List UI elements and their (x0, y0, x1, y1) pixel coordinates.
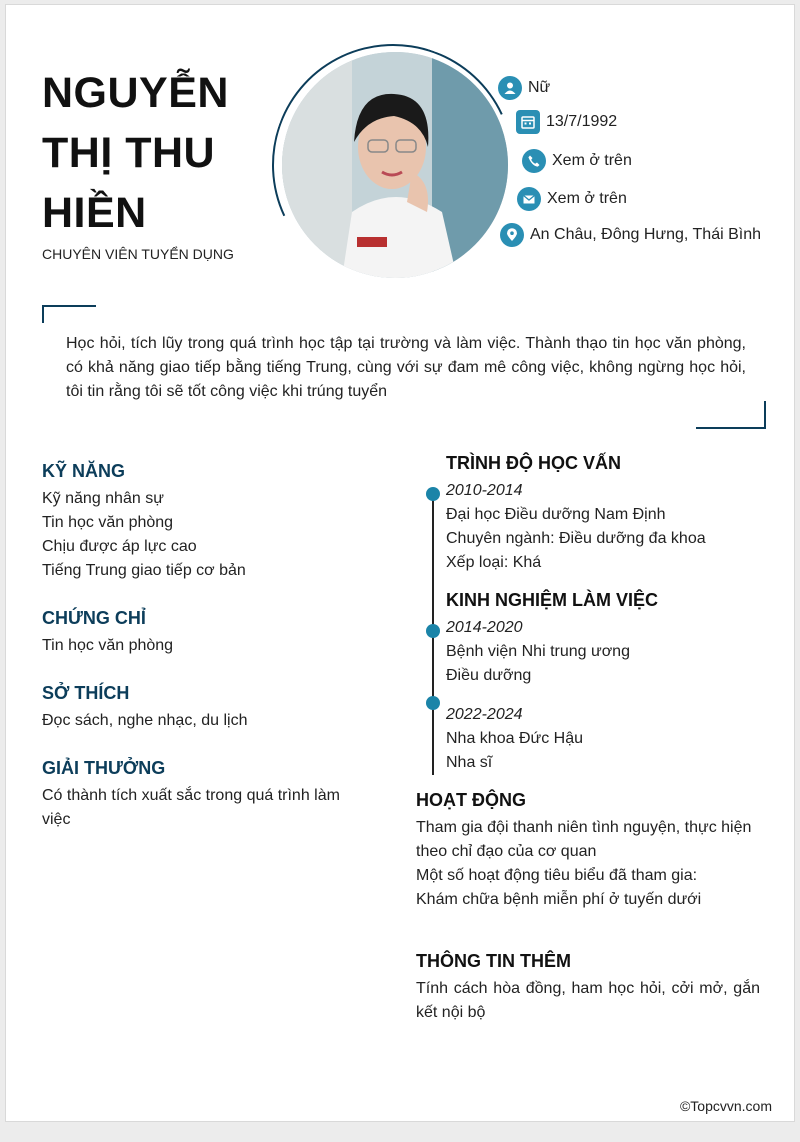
skill-item: Tiếng Trung giao tiếp cơ bản (42, 562, 246, 579)
timeline-dot (426, 696, 440, 710)
phone-icon (522, 149, 546, 173)
hobby-item: Đọc sách, nghe nhạc, du lịch (42, 712, 248, 729)
experience-title: KINH NGHIỆM LÀM VIỆC (446, 590, 659, 610)
gender-text: Nữ (528, 79, 551, 96)
experience-line: Điều dưỡng (446, 667, 532, 684)
activity-line: Một số hoạt động tiêu biểu đã tham gia: (416, 867, 698, 884)
person-icon (498, 76, 522, 100)
location-icon (500, 223, 524, 247)
footer-watermark: ©Topcvvn.com (679, 1098, 772, 1114)
phone-text: Xem ở trên (552, 152, 632, 169)
contact-email (517, 187, 627, 211)
experience-period: 2022-2024 (446, 706, 523, 723)
candidate-name (42, 63, 282, 243)
timeline-dot (426, 624, 440, 638)
experience-line: Nha sĩ (446, 754, 493, 771)
education-line: Xếp loại: Khá (446, 554, 542, 571)
name-line: THỊ THU (42, 129, 216, 177)
birthday-text: 13/7/1992 (546, 113, 618, 130)
skill-item: Chịu được áp lực cao (42, 538, 197, 555)
job-title: CHUYÊN VIÊN TUYỂN DỤNG (42, 246, 234, 262)
certificates-title: CHỨNG CHỈ (42, 608, 146, 628)
summary-bracket-bottom (696, 401, 766, 429)
contact-address (500, 223, 761, 247)
education-line: Chuyên ngành: Điều dưỡng đa khoa (446, 530, 706, 547)
summary-bracket-top (42, 305, 96, 323)
hobbies-title: SỞ THÍCH (42, 683, 130, 703)
skills-title: KỸ NĂNG (42, 461, 126, 481)
education-title: TRÌNH ĐỘ HỌC VẤN (446, 453, 621, 473)
cv-page (5, 4, 795, 1122)
experience-period: 2014-2020 (446, 619, 523, 636)
awards-title: GIẢI THƯỞNG (42, 758, 166, 778)
timeline-dot (426, 487, 440, 501)
extra-info-text: Tính cách hòa đồng, ham học hỏi, cởi mở, gắn kết nội bộ (416, 980, 760, 1021)
education-period: 2010-2014 (446, 482, 523, 499)
certificate-item: Tin học văn phòng (42, 637, 174, 654)
skill-item: Tin học văn phòng (42, 514, 174, 531)
awards-text: Có thành tích xuất sắc trong quá trình làm việc (42, 787, 340, 828)
skill-item: Kỹ năng nhân sự (42, 490, 164, 507)
email-text: Xem ở trên (547, 190, 627, 207)
contact-gender (498, 76, 550, 100)
experience-line: Nha khoa Đức Hậu (446, 730, 583, 747)
calendar-icon (516, 110, 540, 134)
activities-title: HOẠT ĐỘNG (416, 790, 526, 810)
activity-line: Tham gia đội thanh niên tình nguyện, thực hiện theo chỉ đạo của cơ quan (416, 819, 752, 860)
address-text: An Châu, Đông Hưng, Thái Bình (530, 226, 761, 243)
name-line: HIỀN (42, 189, 147, 237)
email-icon (517, 187, 541, 211)
career-summary: Học hỏi, tích lũy trong quá trình học tập tại trường và làm việc. Thành thạo tin học văn phòng, có khả năng giao tiếp bằng tiếng Trung, cùng với sự đam mê công việc, không ngừng học hỏi, tôi tin rằng tôi sẽ tốt công việc khi trúng tuyển (66, 335, 746, 400)
contact-birthday (516, 110, 617, 134)
education-line: Đại học Điều dưỡng Nam Định (446, 506, 666, 523)
experience-line: Bệnh viện Nhi trung ương (446, 643, 630, 660)
extra-info-title: THÔNG TIN THÊM (416, 951, 571, 971)
activity-line: Khám chữa bệnh miễn phí ở tuyến dưới (416, 891, 702, 908)
profile-photo (282, 52, 508, 278)
contact-phone (522, 149, 632, 173)
name-line: NGUYỄN (42, 69, 229, 117)
